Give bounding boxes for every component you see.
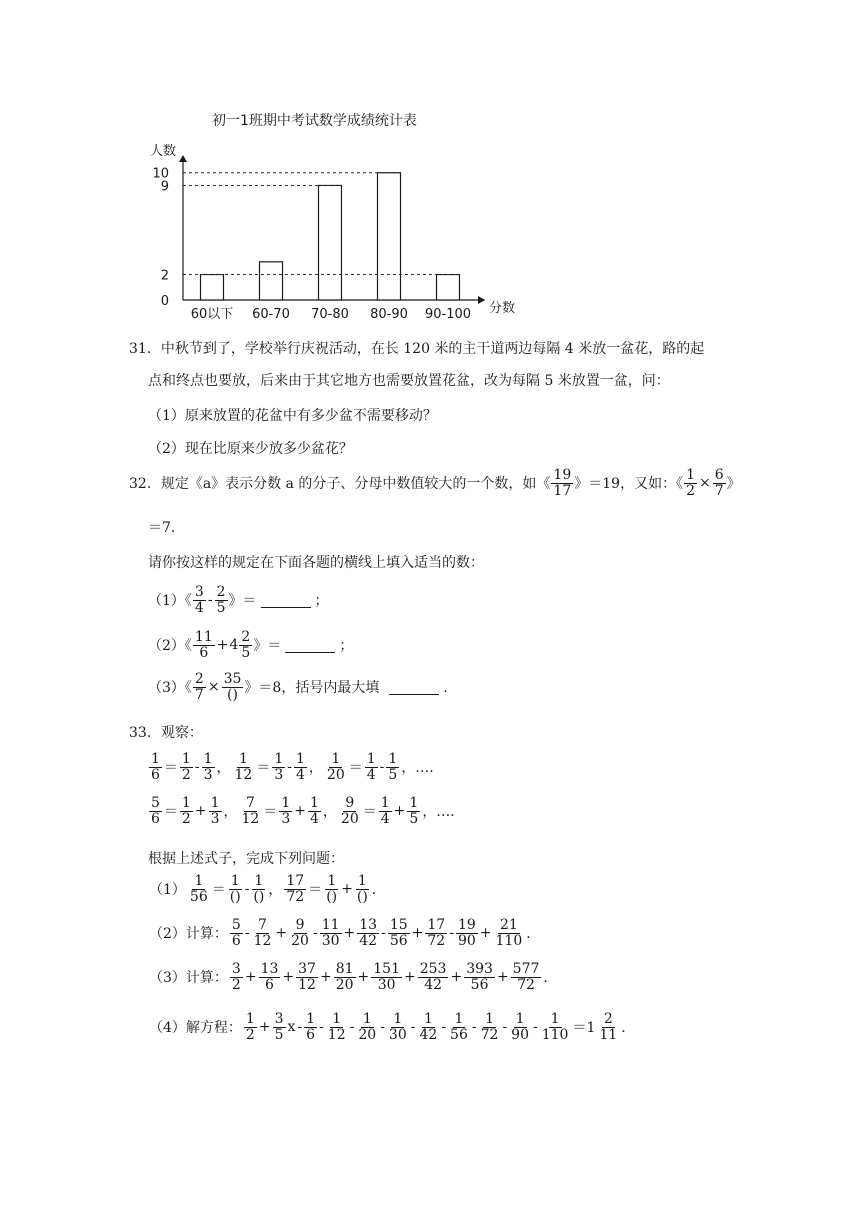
fraction: $\frac{1}{30}$ (388, 1011, 407, 1043)
answer-blank[interactable] (389, 680, 439, 695)
operator: - (244, 925, 250, 942)
fraction: $\frac{1}{3}$ (274, 751, 284, 783)
fraction: $\frac{11}{30}$ (321, 917, 340, 949)
fraction: $\frac{13}{42}$ (359, 917, 378, 949)
q32-sub3: （3）《 $\frac{2}{7}$ × $\frac{35}{()}$ 》＝8，括号内最大填 ． (148, 671, 458, 703)
answer-blank[interactable] (285, 638, 335, 653)
fraction: $\frac{1}{2}$ (181, 795, 191, 827)
q33-intro: 根据上述式子，完成下列问题： (148, 851, 344, 867)
q32-example-fraction-2b: $\frac{6}{7}$ (714, 467, 724, 499)
fraction: $\frac{1}{2}$ (181, 751, 191, 783)
bar (437, 275, 460, 300)
fraction: $\frac{1}{20}$ (326, 751, 345, 783)
comma: ， (268, 882, 283, 899)
fraction: $\frac{5}{6}$ (151, 795, 160, 827)
operator: - (381, 925, 386, 942)
bar (260, 262, 283, 300)
ending: ． (543, 970, 558, 987)
fraction: $\frac{3}{2}$ (231, 961, 241, 993)
fraction: $\frac{393}{56}$ (466, 961, 493, 993)
fraction: $\frac{7}{12}$ (253, 917, 272, 949)
bar (319, 185, 342, 300)
y-tick-label: 9 (160, 179, 169, 195)
operator: + (341, 881, 353, 898)
fraction: $\frac{37}{12}$ (298, 961, 316, 993)
q31-sub1: （1）原来放置的花盆中有多少盆不需要移动？ (148, 408, 437, 424)
x-axis-arrow (478, 296, 485, 304)
operator: - (194, 759, 200, 776)
operator: - (319, 1019, 324, 1036)
q31-line1: 31．中秋节到了，学校举行庆祝活动，在长 120 米的主干道两边每隔 4 米放一盆花，路的起 (129, 341, 705, 357)
fraction: $\frac{3}{5}$ (274, 1011, 284, 1043)
q33-row2 (148, 796, 465, 826)
q33-row1 (148, 752, 444, 782)
fraction: $\frac{151}{30}$ (373, 961, 400, 993)
q31-line2: 点和终点也要放，后来由于其它地方也需要放置花盆，改为每隔 5 米放置一盆，问： (148, 373, 670, 389)
q32-example-fraction-2a: $\frac{1}{2}$ (686, 467, 695, 499)
comma: ， (223, 804, 238, 821)
operator: + (258, 1019, 271, 1036)
q32-line1: 32．规定《a》表示分数 a 的分子、分母中数值较大的一个数，如《 $\frac{19}{17}$ 》＝19，又如：《 $\frac{1}{2}$ × $\frac{6}{7}$ 》 (129, 467, 741, 499)
fraction: $\frac{1}{56}$ (189, 873, 208, 905)
sub-question-label: （2）计算： (149, 926, 228, 943)
x-tick-label: 60以下 (190, 307, 234, 322)
fraction: $\frac{1}{()}$ (356, 873, 368, 905)
fraction: $\frac{1}{2}$ (245, 1011, 255, 1043)
y-axis-label: 人数 (150, 144, 177, 159)
answer-blank[interactable] (261, 593, 311, 608)
operator: + (294, 803, 306, 820)
x-tick-label: 70-80 (311, 307, 349, 322)
ending: ． (621, 1020, 636, 1037)
q32-mid: 》＝19，又如：《 (574, 476, 684, 493)
q32-prefix: 32．规定《a》表示分数 a 的分子、分母中数值较大的一个数，如《 (129, 476, 551, 493)
operator: + (496, 969, 509, 986)
fraction: $\frac{577}{72}$ (512, 961, 540, 993)
operator: - (312, 925, 318, 942)
operator: + (319, 969, 332, 986)
q32-sub1: （1）《 $\frac{3}{4}$ - $\frac{2}{5}$ 》＝ ； (148, 584, 329, 616)
fraction: $\frac{1}{4}$ (380, 795, 390, 827)
equals-sign: ＝ (256, 760, 271, 777)
operator: - (410, 1019, 416, 1036)
fraction: $\frac{1}{6}$ (306, 1011, 316, 1043)
bar (201, 275, 224, 300)
equals-sign: ＝ (211, 882, 226, 899)
fraction: $\frac{1}{20}$ (358, 1011, 377, 1043)
y-tick-label: 2 (160, 268, 169, 284)
operator: - (380, 1019, 385, 1036)
fraction: $\frac{1}{72}$ (480, 1011, 499, 1043)
y-tick-label: 0 (160, 294, 169, 309)
fraction: $\frac{15}{56}$ (389, 917, 408, 949)
comma: ， (216, 760, 231, 777)
bar (378, 173, 401, 300)
operator: + (393, 803, 406, 820)
x-tick-label: 90-100 (424, 307, 472, 322)
operator: - (287, 759, 292, 776)
fraction: $\frac{1}{90}$ (511, 1011, 529, 1043)
operator: + (244, 969, 257, 986)
ending: ． (371, 882, 386, 899)
fraction: $\frac{1}{3}$ (210, 795, 220, 827)
variable-x: x (287, 1019, 296, 1036)
equals-sign: ＝ (308, 882, 323, 899)
fraction: $\frac{1}{56}$ (450, 1011, 468, 1043)
operator: - (502, 1019, 508, 1036)
fraction: $\frac{1}{4}$ (309, 795, 319, 827)
fraction: $\frac{1}{6}$ (151, 751, 160, 783)
y-axis-arrow (179, 155, 187, 162)
chart-title: 初一1班期中考试数学成绩统计表 (212, 113, 417, 129)
q32-example-fraction-1: $\frac{19}{17}$ (553, 467, 572, 499)
operator: + (275, 925, 288, 942)
equals-sign: ＝ (348, 760, 363, 777)
ending: ，…． (401, 760, 444, 777)
operator: + (479, 925, 492, 942)
operator: + (404, 969, 416, 986)
fraction: $\frac{9}{20}$ (291, 917, 309, 949)
sub-question-label: （4）解方程： (149, 1020, 242, 1037)
fraction: $\frac{1}{()}$ (326, 873, 338, 905)
fraction: $\frac{1}{3}$ (281, 795, 291, 827)
q33-sub4 (148, 1012, 636, 1042)
q32-line2: ＝7． (148, 520, 185, 536)
q33-sub3 (148, 962, 558, 992)
operator: + (411, 925, 424, 942)
q31-sub2: （2）现在比原来少放多少盆花？ (148, 441, 353, 457)
operator: + (282, 969, 295, 986)
x-axis-label: 分数 (489, 301, 516, 316)
equals-sign: ＝ (163, 760, 178, 777)
q32-line3: 请你按这样的规定在下面各题的横线上填入适当的数： (148, 555, 484, 571)
comma: ， (308, 760, 323, 777)
operator: + (194, 803, 207, 820)
operator: - (471, 1019, 477, 1036)
fraction: $\frac{1}{4}$ (366, 751, 376, 783)
bar-chart (140, 135, 530, 325)
operator: - (533, 1019, 538, 1036)
equals-sign: ＝ (362, 804, 377, 821)
equals-sign: ＝ (263, 804, 278, 821)
fraction: $\frac{1}{5}$ (409, 795, 419, 827)
operator: - (441, 1019, 447, 1036)
fraction: $\frac{81}{20}$ (335, 961, 354, 993)
y-tick-label: 10 (152, 166, 169, 182)
fraction: $\frac{19}{90}$ (457, 917, 476, 949)
sub-question-label: （1） (149, 882, 186, 899)
fraction: $\frac{9}{20}$ (340, 795, 359, 827)
fraction: $\frac{1}{3}$ (203, 751, 213, 783)
sub-question-label: （3）计算： (149, 970, 228, 987)
fraction: $\frac{1}{110}$ (541, 1011, 569, 1043)
operator: + (357, 969, 370, 986)
ending: ，…． (422, 804, 465, 821)
fraction: $\frac{1}{5}$ (388, 751, 398, 783)
fraction: $\frac{17}{72}$ (286, 873, 305, 905)
x-tick-label: 80-90 (370, 307, 408, 322)
operator: - (449, 925, 454, 942)
operator: - (379, 759, 385, 776)
operator: - (297, 1019, 303, 1036)
q33-sub1 (148, 874, 387, 904)
q32-sub2: （2）《 $\frac{11}{6}$ + 4 $\frac{2}{5}$ 》＝ ； (148, 629, 354, 661)
operator: + (343, 925, 356, 942)
comma: ， (322, 804, 337, 821)
fraction: $\frac{253}{42}$ (419, 961, 447, 993)
fraction: $\frac{1}{12}$ (234, 751, 253, 783)
fraction: $\frac{13}{6}$ (260, 961, 279, 993)
x-tick-label: 60-70 (252, 307, 290, 322)
fraction: $\frac{2}{11}$ (599, 1011, 618, 1043)
equals-sign: ＝ (163, 804, 178, 821)
fraction: $\frac{21}{110}$ (495, 917, 523, 949)
fraction: $\frac{1}{4}$ (295, 751, 305, 783)
fraction: $\frac{1}{42}$ (419, 1011, 438, 1043)
operator: + (450, 969, 463, 986)
equals-sign: ＝1 (572, 1020, 596, 1037)
fraction: $\frac{7}{12}$ (241, 795, 260, 827)
operator: - (244, 881, 250, 898)
fraction: $\frac{1}{()}$ (229, 873, 241, 905)
operator: - (349, 1019, 355, 1036)
q33-sub2 (148, 918, 541, 948)
ending: ． (526, 926, 541, 943)
fraction: $\frac{1}{12}$ (327, 1011, 346, 1043)
fraction: $\frac{5}{6}$ (231, 917, 241, 949)
fraction: $\frac{1}{()}$ (253, 873, 265, 905)
q33-title: 33．观察： (129, 725, 203, 741)
fraction: $\frac{17}{72}$ (427, 917, 446, 949)
